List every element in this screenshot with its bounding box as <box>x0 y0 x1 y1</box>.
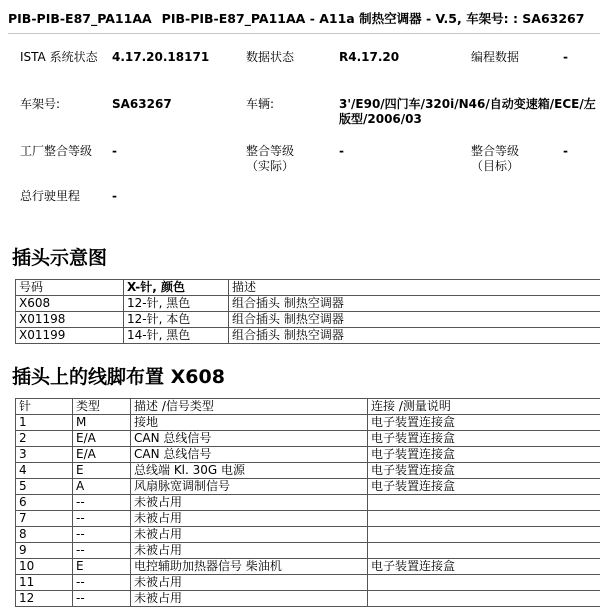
cell-pin: 3 <box>16 447 73 463</box>
cell-signal: 未被占用 <box>131 511 368 527</box>
data-state-value: R4.17.20 <box>339 50 399 65</box>
cell-connection <box>368 575 600 591</box>
table-row <box>16 431 600 447</box>
table-row <box>16 447 600 463</box>
cell-connection: 电子装置连接盒 <box>368 447 600 463</box>
cell-pin: 9 <box>16 543 73 559</box>
table-row <box>16 591 600 607</box>
cell-signal: 风扇脉宽调制信号 <box>131 479 368 495</box>
cell-description: 组合插头 制热空调器 <box>229 296 600 312</box>
column-header: 号码 <box>16 280 124 296</box>
cell-type: E <box>73 463 131 479</box>
cell-pins-color: 14-针, 黑色 <box>124 328 229 344</box>
cell-pins-color: 12-针, 黑色 <box>124 296 229 312</box>
table-row <box>16 495 600 511</box>
pin-section-title: 插头上的线脚布置 X608 <box>12 362 225 389</box>
vin-value: SA63267 <box>112 97 172 112</box>
header-id: PIB-PIB-E87_PA11AA <box>8 11 152 26</box>
connector-section-title: 插头示意图 <box>12 243 107 270</box>
table-row <box>16 415 600 431</box>
actual-value: - <box>339 144 344 159</box>
header-divider <box>8 33 600 34</box>
prog-data-value: - <box>563 50 568 65</box>
cell-description: 组合插头 制热空调器 <box>229 312 600 328</box>
cell-description: 组合插头 制热空调器 <box>229 328 600 344</box>
column-header: 针 <box>16 399 73 415</box>
table-row <box>16 575 600 591</box>
cell-connection <box>368 543 600 559</box>
pin-table-header <box>16 399 600 415</box>
cell-type: M <box>73 415 131 431</box>
cell-type: E/A <box>73 447 131 463</box>
cell-signal: 未被占用 <box>131 591 368 607</box>
cell-type: -- <box>73 543 131 559</box>
ista-value: 4.17.20.18171 <box>112 50 209 65</box>
cell-pin: 2 <box>16 431 73 447</box>
cell-connection: 电子装置连接盒 <box>368 479 600 495</box>
cell-number: X01199 <box>16 328 124 344</box>
cell-type: -- <box>73 575 131 591</box>
factory-label: 工厂整合等级 <box>20 144 110 159</box>
cell-pin: 1 <box>16 415 73 431</box>
column-header: 描述 /信号类型 <box>131 399 368 415</box>
table-row <box>16 511 600 527</box>
document-header <box>8 9 584 27</box>
cell-type: E <box>73 559 131 575</box>
target-value: - <box>563 144 568 159</box>
vehicle-value: 3'/E90/四门车/320i/N46/自动变速箱/ECE/左版型/2006/03 <box>339 97 599 127</box>
cell-signal: CAN 总线信号 <box>131 431 368 447</box>
cell-connection <box>368 495 600 511</box>
cell-pins-color: 12-针, 本色 <box>124 312 229 328</box>
prog-data-label: 编程数据 <box>471 50 519 65</box>
cell-signal: 未被占用 <box>131 543 368 559</box>
table-row <box>16 312 600 328</box>
cell-connection: 电子装置连接盒 <box>368 431 600 447</box>
cell-number: X01198 <box>16 312 124 328</box>
cell-pin: 4 <box>16 463 73 479</box>
data-state-label: 数据状态 <box>246 50 294 65</box>
cell-connection: 电子装置连接盒 <box>368 415 600 431</box>
connector-table-header <box>16 280 600 296</box>
column-header: 连接 /测量说明 <box>368 399 600 415</box>
cell-number: X608 <box>16 296 124 312</box>
table-row <box>16 296 600 312</box>
factory-value: - <box>112 144 117 159</box>
cell-signal: CAN 总线信号 <box>131 447 368 463</box>
table-row <box>16 527 600 543</box>
target-label: 整合等级（目标） <box>471 144 527 174</box>
cell-type: E/A <box>73 431 131 447</box>
mileage-value: - <box>112 189 117 204</box>
cell-type: -- <box>73 591 131 607</box>
table-row <box>16 559 600 575</box>
cell-pin: 6 <box>16 495 73 511</box>
cell-pin: 5 <box>16 479 73 495</box>
cell-signal: 总线端 Kl. 30G 电源 <box>131 463 368 479</box>
cell-type: A <box>73 479 131 495</box>
cell-signal: 未被占用 <box>131 575 368 591</box>
cell-type: -- <box>73 495 131 511</box>
cell-connection <box>368 591 600 607</box>
cell-signal: 电控辅助加热器信号 柴油机 <box>131 559 368 575</box>
pin-table <box>15 398 600 607</box>
table-row <box>16 328 600 344</box>
cell-connection <box>368 511 600 527</box>
table-row <box>16 543 600 559</box>
cell-signal: 未被占用 <box>131 527 368 543</box>
cell-pin: 10 <box>16 559 73 575</box>
cell-connection: 电子装置连接盒 <box>368 559 600 575</box>
cell-pin: 11 <box>16 575 73 591</box>
cell-pin: 7 <box>16 511 73 527</box>
cell-type: -- <box>73 527 131 543</box>
cell-connection: 电子装置连接盒 <box>368 463 600 479</box>
mileage-label: 总行驶里程 <box>20 189 80 204</box>
column-header: 类型 <box>73 399 131 415</box>
vin-label: 车架号: <box>20 97 60 112</box>
column-header: X-针, 颜色 <box>124 280 229 296</box>
column-header: 描述 <box>229 280 600 296</box>
header-title: PIB-PIB-E87_PA11AA - A11a 制热空调器 - V.5, 车架号: : SA63267 <box>162 11 585 26</box>
cell-signal: 未被占用 <box>131 495 368 511</box>
cell-signal: 接地 <box>131 415 368 431</box>
connector-table <box>15 279 600 344</box>
actual-label: 整合等级（实际） <box>246 144 302 174</box>
cell-pin: 8 <box>16 527 73 543</box>
cell-connection <box>368 527 600 543</box>
table-row <box>16 479 600 495</box>
cell-type: -- <box>73 511 131 527</box>
vehicle-label: 车辆: <box>246 97 274 112</box>
ista-label: ISTA 系统状态 <box>20 50 100 65</box>
table-row <box>16 463 600 479</box>
cell-pin: 12 <box>16 591 73 607</box>
